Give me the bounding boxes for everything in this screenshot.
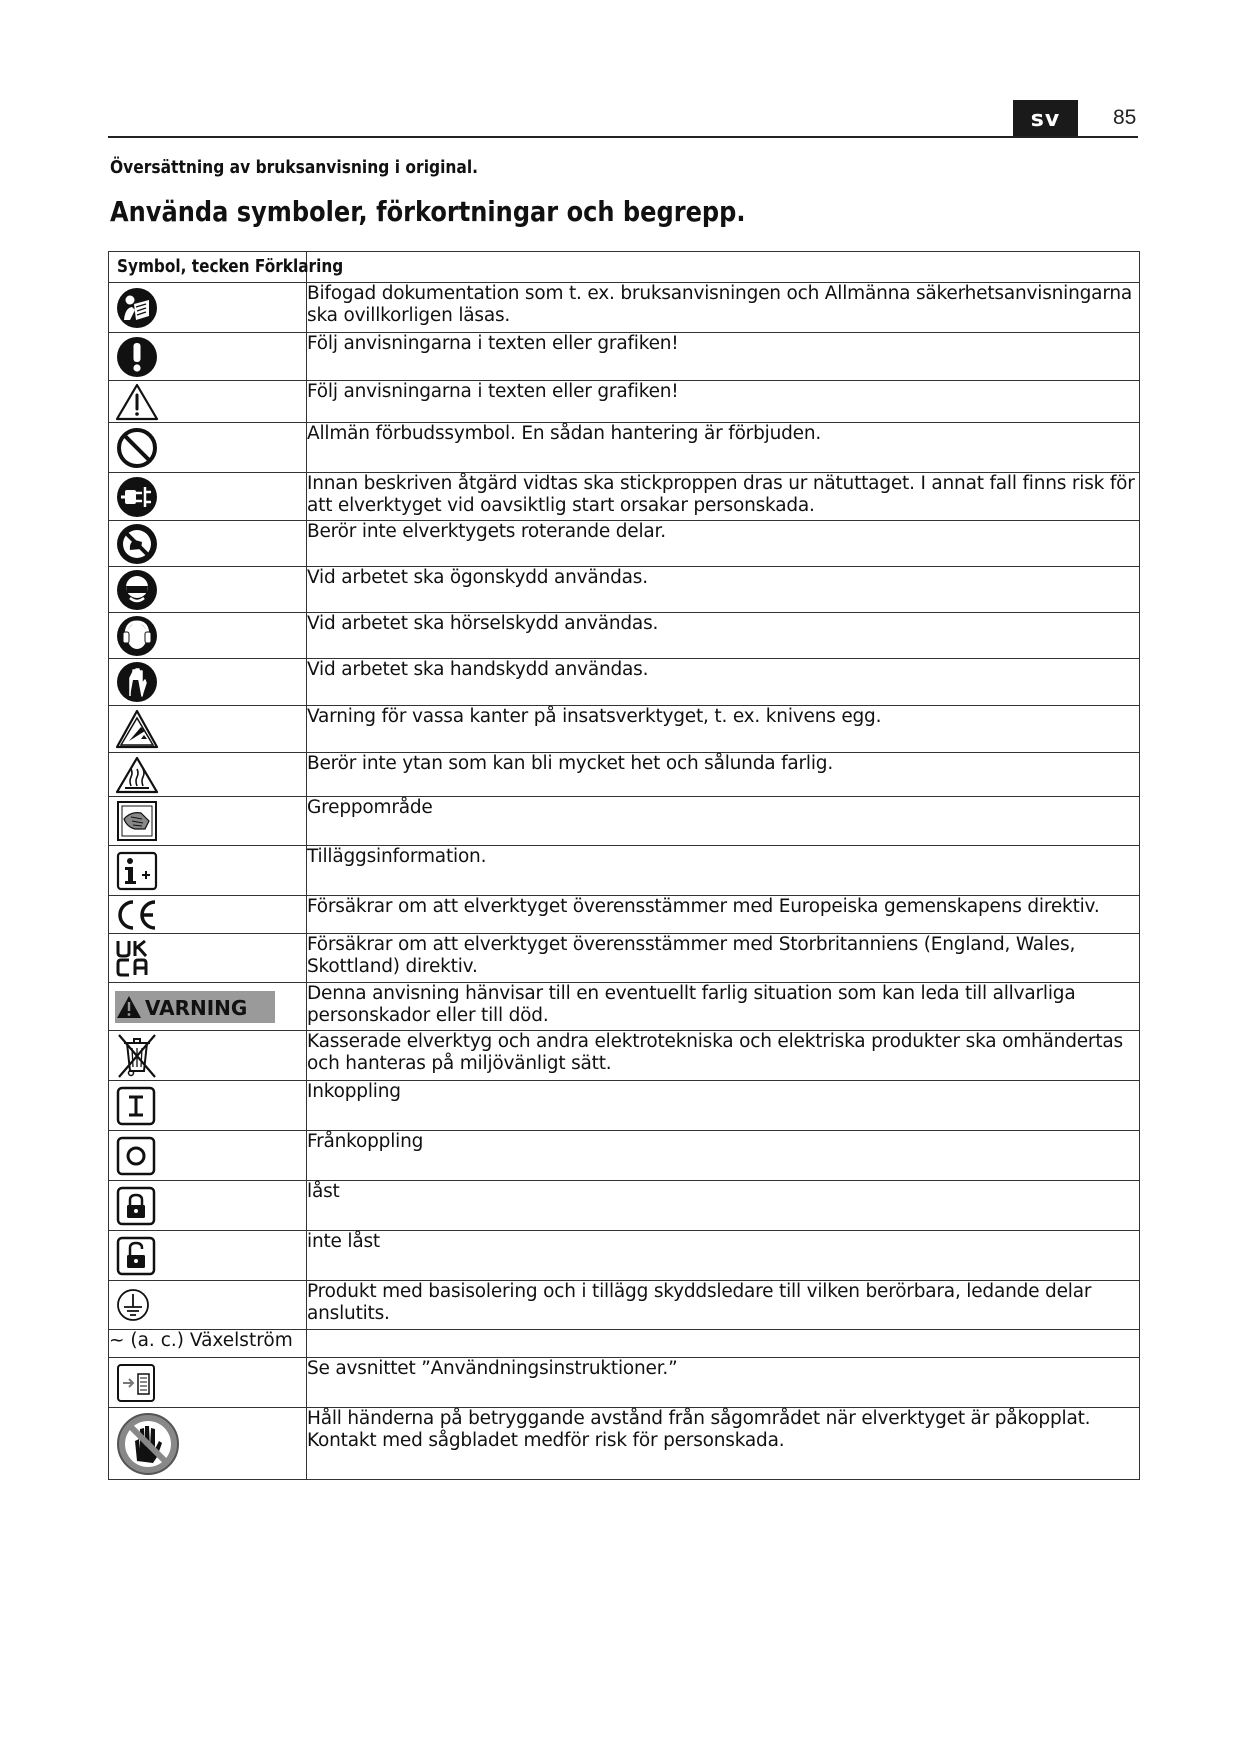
explanation-cell: Produkt med basisolering och i tillägg skyddsledare till vilken berörbara, ledande delar anslutits. xyxy=(307,1281,1140,1330)
symbol-cell xyxy=(109,659,307,706)
varning-label-text: VARNING xyxy=(145,995,248,1020)
protective-earth-icon xyxy=(115,1287,151,1323)
table-row xyxy=(109,846,1140,896)
symbol-cell xyxy=(109,896,307,934)
explanation-cell: Vid arbetet ska ögonskydd användas. xyxy=(307,567,1140,613)
table-row xyxy=(109,521,1140,567)
table-row xyxy=(109,283,1140,333)
table-row xyxy=(109,1031,1140,1081)
table-row xyxy=(109,1131,1140,1181)
explanation-cell: Kasserade elverktyg och andra elektrotekniska och elektriska produkter ska omhändertas och hanteras på miljövänligt sätt. xyxy=(307,1031,1140,1081)
ukca-mark-icon xyxy=(115,939,151,977)
table-row xyxy=(109,1358,1140,1408)
explanation-cell: Greppområde xyxy=(307,797,1140,846)
symbol-table xyxy=(108,251,1140,1480)
header-rule xyxy=(108,136,1138,138)
power-on-icon xyxy=(115,1085,157,1127)
explanation-cell: Denna anvisning hänvisar till en eventuellt farlig situation som kan leda till allvarliga personskador eller till död. xyxy=(307,983,1140,1031)
symbol-cell xyxy=(109,934,307,983)
symbol-cell xyxy=(109,846,307,896)
explanation-cell: Tilläggsinformation. xyxy=(307,846,1140,896)
symbol-cell xyxy=(109,706,307,753)
grip-area-icon xyxy=(115,799,159,843)
table-row xyxy=(109,1330,1140,1358)
symbol-cell xyxy=(109,333,307,381)
section-title: Använda symboler, förkortningar och begrepp. xyxy=(110,195,746,228)
locked-icon xyxy=(115,1185,157,1227)
hand-protection-icon xyxy=(115,660,159,704)
table-row xyxy=(109,333,1140,381)
explanation-cell: inte låst xyxy=(307,1231,1140,1281)
see-section-icon xyxy=(115,1362,157,1404)
table-row xyxy=(109,1281,1140,1330)
explanation-cell: Försäkrar om att elverktyget överensstämmer med Europeiska gemenskapens direktiv. xyxy=(307,896,1140,934)
header-cell-explanation xyxy=(307,252,1140,283)
table-row xyxy=(109,896,1140,934)
page-number: 85 xyxy=(1113,106,1137,129)
eye-protection-icon xyxy=(115,568,159,612)
read-manual-icon xyxy=(115,286,159,330)
weee-bin-icon xyxy=(115,1033,159,1079)
explanation-cell: låst xyxy=(307,1181,1140,1231)
symbol-cell xyxy=(109,797,307,846)
table-row xyxy=(109,659,1140,706)
table-header-row xyxy=(109,252,1140,283)
symbol-cell xyxy=(109,1181,307,1231)
explanation-cell xyxy=(307,1330,1140,1358)
explanation-cell: Vid arbetet ska hörselskydd användas. xyxy=(307,613,1140,659)
explanation-cell: Följ anvisningarna i texten eller grafiken! xyxy=(307,333,1140,381)
table-row xyxy=(109,983,1140,1031)
explanation-cell: Se avsnittet ”Användningsinstruktioner.” xyxy=(307,1358,1140,1408)
explanation-cell: Bifogad dokumentation som t. ex. bruksanvisningen och Allmänna säkerhetsanvisningarna ska ovillkorligen läsas. xyxy=(307,283,1140,333)
explanation-cell: Följ anvisningarna i texten eller grafiken! xyxy=(307,381,1140,423)
table-row xyxy=(109,706,1140,753)
explanation-cell: Inkoppling xyxy=(307,1081,1140,1131)
symbol-cell xyxy=(109,613,307,659)
table-row xyxy=(109,613,1140,659)
ear-protection-icon xyxy=(115,614,159,658)
symbol-cell xyxy=(109,381,307,423)
symbol-text-cell: ~ (a. c.) Växelström xyxy=(109,1330,307,1358)
sharp-edge-warning-icon xyxy=(115,709,159,749)
additional-info-icon xyxy=(115,849,159,893)
symbol-cell xyxy=(109,1231,307,1281)
explanation-cell: Vid arbetet ska handskydd användas. xyxy=(307,659,1140,706)
unlocked-icon xyxy=(115,1235,157,1277)
explanation-cell: Allmän förbudssymbol. En sådan hantering är förbjuden. xyxy=(307,423,1140,473)
table-row xyxy=(109,797,1140,846)
varning-label-icon xyxy=(115,991,275,1023)
symbol-cell xyxy=(109,1358,307,1408)
symbol-cell xyxy=(109,1281,307,1330)
prohibition-icon xyxy=(115,426,159,470)
table-row xyxy=(109,1408,1140,1480)
symbol-cell xyxy=(109,283,307,333)
language-tab: sv xyxy=(1013,100,1078,138)
symbol-cell xyxy=(109,473,307,521)
table-row xyxy=(109,423,1140,473)
table-row xyxy=(109,753,1140,797)
explanation-cell: Varning för vassa kanter på insatsverktyget, t. ex. knivens egg. xyxy=(307,706,1140,753)
table-header-text: Symbol, tecken Förklaring xyxy=(117,256,344,277)
warning-triangle-icon xyxy=(115,383,159,421)
mandatory-exclamation-icon xyxy=(115,335,159,379)
symbol-cell xyxy=(109,521,307,567)
header-cell-symbol xyxy=(109,252,344,283)
explanation-cell: Berör inte elverktygets roterande delar. xyxy=(307,521,1140,567)
table-row xyxy=(109,1231,1140,1281)
symbol-cell xyxy=(109,983,307,1031)
symbol-cell xyxy=(109,753,307,797)
table-row xyxy=(109,934,1140,983)
table-row xyxy=(109,1181,1140,1231)
table-row xyxy=(109,1081,1140,1131)
symbol-cell xyxy=(109,1081,307,1131)
explanation-cell: Frånkoppling xyxy=(307,1131,1140,1181)
table-row xyxy=(109,381,1140,423)
power-off-icon xyxy=(115,1135,157,1177)
symbol-cell xyxy=(109,423,307,473)
no-touch-rotating-icon xyxy=(115,522,159,566)
ce-mark-icon xyxy=(115,899,159,931)
explanation-cell: Innan beskriven åtgärd vidtas ska stickproppen dras ur nätuttaget. I annat fall finns risk för att elverktyget vid oavsiktlig start orsakar personskada. xyxy=(307,473,1140,521)
explanation-cell: Berör inte ytan som kan bli mycket het och sålunda farlig. xyxy=(307,753,1140,797)
unplug-mains-icon xyxy=(115,475,159,519)
table-row xyxy=(109,567,1140,613)
table-row xyxy=(109,473,1140,521)
symbol-cell xyxy=(109,1131,307,1181)
symbol-cell xyxy=(109,1031,307,1081)
hot-surface-warning-icon xyxy=(115,756,159,794)
page-header xyxy=(108,100,1138,138)
symbol-cell xyxy=(109,567,307,613)
symbol-cell xyxy=(109,1408,307,1480)
explanation-cell: Håll händerna på betryggande avstånd från sågområdet när elverktyget är påkopplat. Kontakt med sågbladet medför risk för personskada. xyxy=(307,1408,1140,1480)
translation-note: Översättning av bruksanvisning i original. xyxy=(110,157,479,178)
explanation-cell: Försäkrar om att elverktyget överensstämmer med Storbritanniens (England, Wales, Skottland) direktiv. xyxy=(307,934,1140,983)
keep-hands-away-icon xyxy=(115,1411,181,1477)
